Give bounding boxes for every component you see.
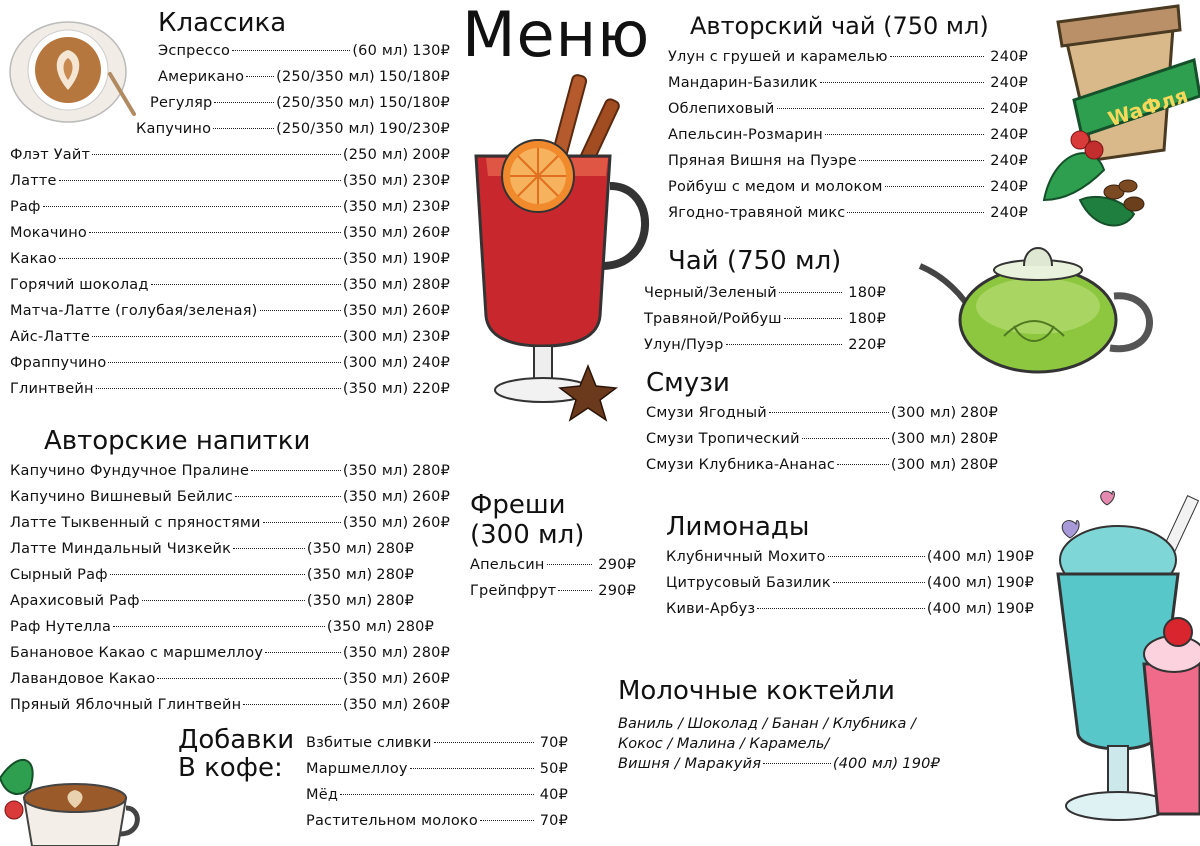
- fresh-heading: [470, 490, 584, 550]
- milkshakes-flavors-line1: Ваниль / Шоколад / Банан / Клубника /: [618, 716, 916, 732]
- milkshakes-heading: Молочные коктейли: [618, 676, 895, 706]
- menu-item: Смузи Ягодный (300 мл) 280₽: [646, 405, 998, 421]
- menu-item: Раф Нутелла (350 мл) 280₽: [10, 619, 434, 635]
- fresh-heading-line1: Фреши: [470, 490, 566, 520]
- signature-tea-heading: Авторский чай (750 мл): [690, 12, 989, 40]
- menu-item: Сырный Раф (350 мл) 280₽: [10, 567, 414, 583]
- menu-item: Черный/Зеленый 180₽: [644, 285, 886, 301]
- lemonades-heading: Лимонады: [666, 512, 810, 542]
- addons-heading: [178, 726, 294, 782]
- menu-item: Мокачино (350 мл) 260₽: [10, 225, 450, 241]
- menu-item: Апельсин 290₽: [470, 557, 636, 573]
- menu-item: Эспрессо (60 мл) 130₽: [158, 43, 450, 59]
- menu-item: Клубничный Мохито (400 мл) 190₽: [666, 549, 1034, 565]
- menu-item: Латте Тыквенный с пряностями (350 мл) 260₽: [10, 515, 450, 531]
- menu-item: Смузи Тропический (300 мл) 280₽: [646, 431, 998, 447]
- menu-item: Растительном молоко 70₽: [306, 813, 568, 829]
- menu-item: Регуляр (250/350 мл) 150/180₽: [150, 95, 450, 111]
- classic-list: [0, 38, 450, 402]
- menu-item: Латте Миндальный Чизкейк (350 мл) 280₽: [10, 541, 414, 557]
- cup-logo-text: WaФля: [1105, 82, 1191, 132]
- addons-list: [306, 730, 568, 834]
- fresh-heading-line2: (300 мл): [470, 520, 585, 550]
- menu-item: Раф (350 мл) 230₽: [10, 199, 450, 215]
- menu-item: Латте (350 мл) 230₽: [10, 173, 450, 189]
- menu-item: Вишня / Маракуйя (400 мл) 190₽: [618, 756, 940, 772]
- menu-item: Киви-Арбуз (400 мл) 190₽: [666, 601, 1034, 617]
- addons-heading-line1: Добавки: [178, 725, 295, 755]
- fresh-list: [470, 552, 636, 604]
- menu-item: Апельсин-Розмарин 240₽: [668, 127, 1028, 143]
- tea-list: [644, 280, 886, 358]
- menu-item: Капучино Вишневый Бейлис (350 мл) 260₽: [10, 489, 450, 505]
- menu-item: Банановое Какао с маршмеллоу (350 мл) 280₽: [10, 645, 450, 661]
- menu-item: Лавандовое Какао (350 мл) 260₽: [10, 671, 450, 687]
- menu-item: Пряная Вишня на Пуэре 240₽: [668, 153, 1028, 169]
- addons-heading-line2: В кофе:: [178, 753, 283, 783]
- menu-item: Травяной/Ройбуш 180₽: [644, 311, 886, 327]
- menu-item: Арахисовый Раф (350 мл) 280₽: [10, 593, 414, 609]
- menu-item: Флэт Уайт (250 мл) 200₽: [10, 147, 450, 163]
- menu-item: Мандарин-Базилик 240₽: [668, 75, 1028, 91]
- menu-item: Ройбуш с медом и молоком 240₽: [668, 179, 1028, 195]
- milkshakes-list: [618, 714, 948, 774]
- menu-title: Меню: [462, 0, 651, 71]
- menu-item: Облепиховый 240₽: [668, 101, 1028, 117]
- menu-item: Маршмеллоу 50₽: [306, 761, 568, 777]
- menu-item: Фраппучино (300 мл) 240₽: [10, 355, 450, 371]
- menu-item: Айс-Латте (300 мл) 230₽: [10, 329, 450, 345]
- classic-heading: Классика: [158, 8, 287, 38]
- menu-item: Мёд 40₽: [306, 787, 568, 803]
- signature-drinks-list: [10, 458, 450, 718]
- smoothie-list: [646, 400, 998, 478]
- mulled-wine-glass-icon: [468, 66, 658, 426]
- milkshake-icon: [1048, 484, 1200, 846]
- menu-item: Взбитые сливки 70₽: [306, 735, 568, 751]
- menu-item: Капучино (250/350 мл) 190/230₽: [136, 121, 450, 137]
- milkshakes-flavors-line2: Кокос / Малина / Карамель/: [618, 736, 830, 752]
- takeaway-cup-icon: [1034, 0, 1200, 240]
- menu-item: Капучино Фундучное Пралине (350 мл) 280₽: [10, 463, 450, 479]
- menu-item: Улун/Пуэр 220₽: [644, 337, 886, 353]
- signature-tea-list: [668, 44, 1028, 226]
- teapot-icon: [914, 236, 1162, 376]
- menu-item: Какао (350 мл) 190₽: [10, 251, 450, 267]
- menu-item: Ягодно-травяной микс 240₽: [668, 205, 1028, 221]
- menu-item: Матча-Латте (голубая/зеленая) (350 мл) 260₽: [10, 303, 450, 319]
- menu-item: Горячий шоколад (350 мл) 280₽: [10, 277, 450, 293]
- menu-item: Грейпфрут 290₽: [470, 583, 636, 599]
- coffee-cup-icon: [0, 738, 142, 846]
- tea-heading: Чай (750 мл): [668, 246, 842, 276]
- lemonades-list: [666, 544, 1034, 622]
- menu-item: Смузи Клубника-Ананас (300 мл) 280₽: [646, 457, 998, 473]
- smoothie-heading: Смузи: [646, 368, 730, 398]
- menu-item: Глинтвейн (350 мл) 220₽: [10, 381, 450, 397]
- menu-item: Улун с грушей и карамелью 240₽: [668, 49, 1028, 65]
- menu-item: Цитрусовый Базилик (400 мл) 190₽: [666, 575, 1034, 591]
- signature-drinks-heading: Авторские напитки: [44, 426, 311, 456]
- menu-item: Американо (250/350 мл) 150/180₽: [158, 69, 450, 85]
- menu-item: Пряный Яблочный Глинтвейн (350 мл) 260₽: [10, 697, 450, 713]
